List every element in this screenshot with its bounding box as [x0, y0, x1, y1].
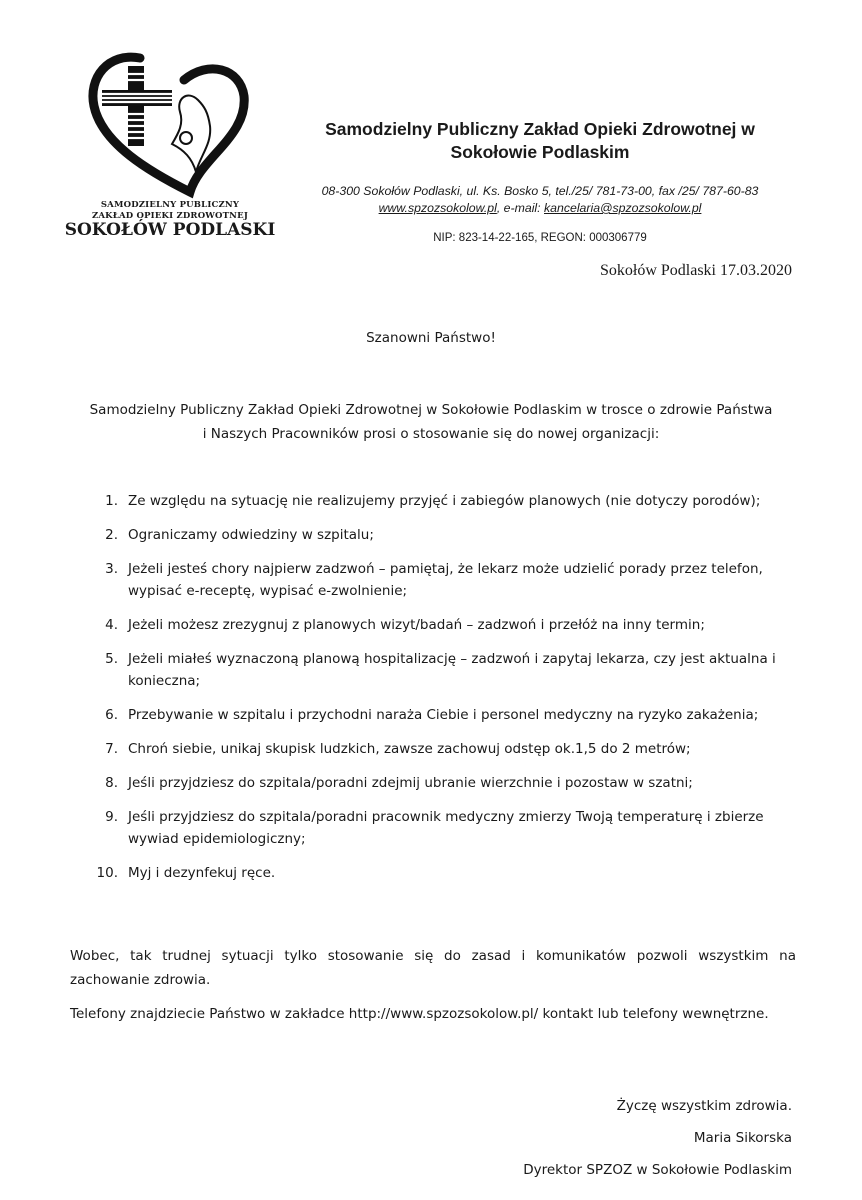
- intro-paragraph: [60, 398, 802, 446]
- list-item-text: Ograniczamy odwiedziny w szpitalu;: [128, 527, 374, 543]
- tax-ids: NIP: 823-14-22-165, REGON: 000306779: [433, 232, 647, 244]
- list-item-number: 8.: [105, 775, 118, 791]
- contact-block: [280, 183, 800, 217]
- list-item-number: 9.: [105, 809, 118, 825]
- list-item-text: Jeżeli miałeś wyznaczoną planową hospitalizację – zadzwoń i zapytaj lekarza, czy jest aktualna i konieczna;: [128, 651, 776, 689]
- list-item-number: 10.: [96, 865, 118, 881]
- email-label: , e-mail:: [496, 201, 544, 215]
- list-item: [90, 490, 802, 512]
- list-item-text: Przebywanie w szpitalu i przychodni naraża Ciebie i personel medyczny na ryzyko zakażenia;: [128, 707, 759, 723]
- website-link[interactable]: www.spzozsokolow.pl: [378, 201, 497, 215]
- list-item: [90, 614, 802, 636]
- logo-text-line2: ZAKŁAD OPIEKI ZDROWOTNEJ: [91, 211, 249, 221]
- list-item-text: Chroń siebie, unikaj skupisk ludzkich, zawsze zachowuj odstęp ok.1,5 do 2 metrów;: [128, 741, 691, 757]
- list-item: [90, 524, 802, 546]
- list-item: [90, 772, 802, 794]
- cross-heart-figure-logo-icon: [80, 40, 260, 200]
- logo-text-line1: SAMODZIELNY PUBLICZNY: [100, 200, 240, 210]
- list-item: [90, 558, 802, 602]
- list-item-number: 7.: [105, 741, 118, 757]
- rules-list: [90, 490, 802, 896]
- list-item: [90, 704, 802, 726]
- list-item-number: 4.: [105, 617, 118, 633]
- organization-name-line1: Samodzielny Publiczny Zakład Opieki Zdrowotnej w: [325, 119, 755, 139]
- list-item-number: 2.: [105, 527, 118, 543]
- list-item-text: Jeżeli jesteś chory najpierw zadzwoń – pamiętaj, że lekarz może udzielić porady przez telefon, wypisać e-receptę, wypisać e-zwolnienie;: [128, 561, 763, 599]
- list-item: [90, 862, 802, 884]
- greeting: Szanowni Państwo!: [366, 330, 496, 346]
- signature-title: Dyrektor SPZOZ w Sokołowie Podlaskim: [523, 1162, 792, 1178]
- closing-paragraph-2: Telefony znajdziecie Państwo w zakładce http://www.spzozsokolow.pl/ kontakt lub telefony wewnętrzne.: [70, 1006, 769, 1022]
- list-item-text: Jeśli przyjdziesz do szpitala/poradni zdejmij ubranie wierzchnie i pozostaw w szatni;: [128, 775, 693, 791]
- list-item: [90, 806, 802, 850]
- logo-text-city: SOKOŁÓW PODLASKI: [64, 220, 276, 240]
- organization-name-line2: Sokołowie Podlaskim: [450, 142, 630, 162]
- intro-line1: Samodzielny Publiczny Zakład Opieki Zdrowotnej w Sokołowie Podlaskim w trosce o zdrowie Państwa: [89, 402, 773, 418]
- logo: [60, 40, 280, 250]
- list-item-text: Ze względu na sytuację nie realizujemy przyjęć i zabiegów planowych (nie dotyczy porodów);: [128, 493, 761, 509]
- letter-date: Sokołów Podlaski 17.03.2020: [599, 262, 792, 279]
- email-link[interactable]: kancelaria@spzozsokolow.pl: [544, 201, 702, 215]
- list-item-text: Jeśli przyjdziesz do szpitala/poradni pracownik medyczny zmierzy Twoją temperaturę i zbierze wywiad epidemiologiczny;: [128, 809, 764, 847]
- list-item-number: 6.: [105, 707, 118, 723]
- organization-name: [285, 118, 795, 164]
- list-item-text: Jeżeli możesz zrezygnuj z planowych wizyt/badań – zadzwoń i przełóż na inny termin;: [128, 617, 705, 633]
- closing-paragraph-1: Wobec, tak trudnej sytuacji tylko stosowanie się do zasad i komunikatów pozwoli wszystkim na zachowanie zdrowia.: [70, 948, 796, 988]
- list-item-number: 3.: [105, 561, 118, 577]
- list-item: [90, 738, 802, 760]
- list-item-number: 5.: [105, 651, 118, 667]
- intro-line2: i Naszych Pracowników prosi o stosowanie się do nowej organizacji:: [202, 426, 660, 442]
- list-item-text: Myj i dezynfekuj ręce.: [128, 865, 276, 881]
- list-item: [90, 648, 802, 692]
- signature-wish: Życzę wszystkim zdrowia.: [616, 1098, 792, 1114]
- list-item-number: 1.: [105, 493, 118, 509]
- address-line: 08-300 Sokołów Podlaski, ul. Ks. Bosko 5, tel./25/ 781-73-00, fax /25/ 787-60-83: [321, 184, 759, 198]
- web-email-line: [280, 200, 800, 217]
- signature-name: Maria Sikorska: [693, 1130, 792, 1146]
